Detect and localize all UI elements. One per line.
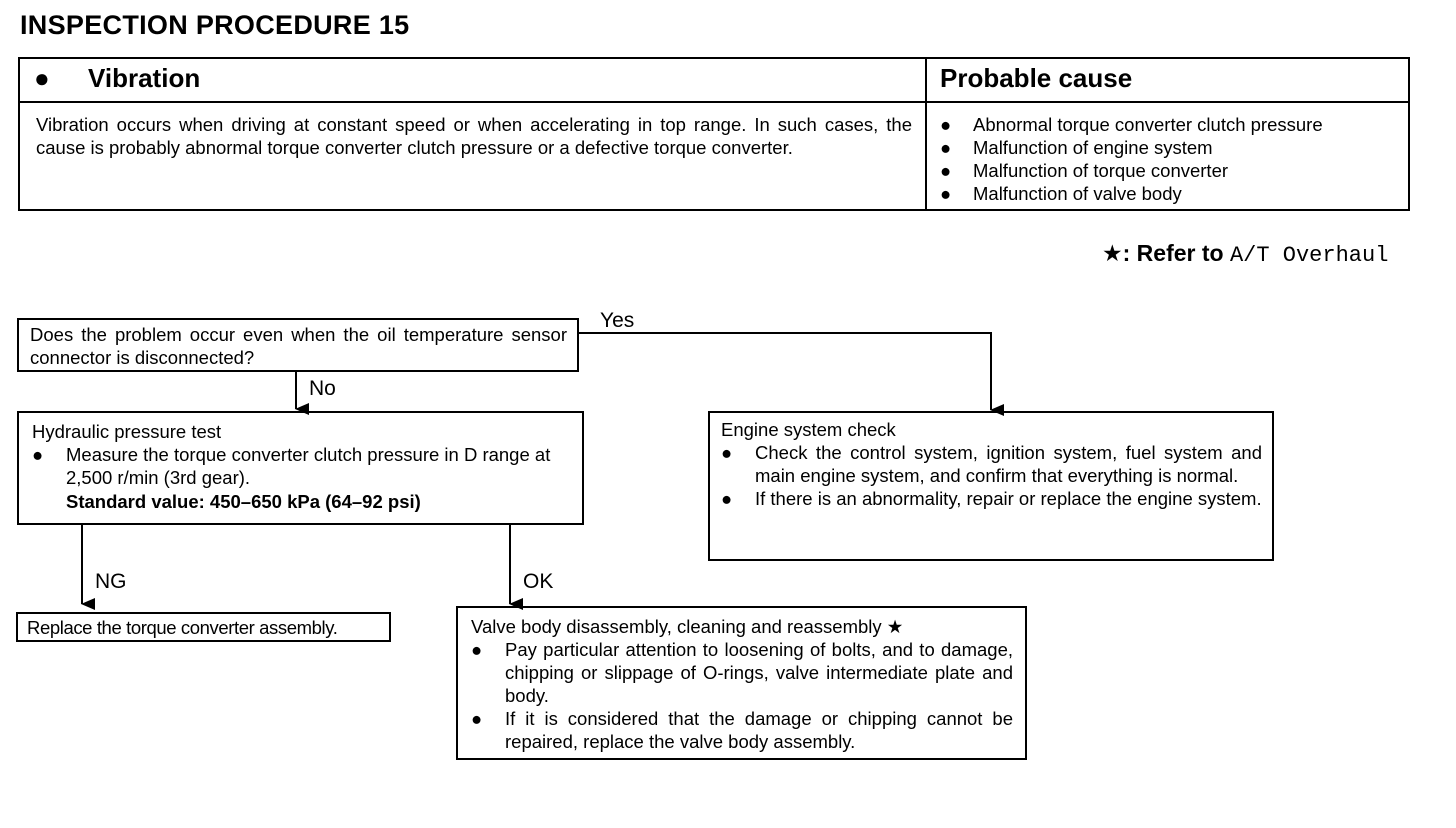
page-title: INSPECTION PROCEDURE 15 <box>20 10 410 40</box>
no-label: No <box>309 377 336 400</box>
bullet-icon: ● <box>940 114 952 135</box>
bullet-icon: ● <box>721 442 733 463</box>
valve-body-box <box>456 606 1027 760</box>
reference-legend: ★: Refer to A/T Overhaul <box>1102 240 1389 268</box>
list-item: ● If there is an abnormality, repair or replace the engine system. <box>721 488 1262 509</box>
bullet-icon: ● <box>940 183 952 204</box>
list-item: ● Malfunction of engine system <box>940 137 1213 158</box>
engine-check-box <box>708 411 1274 561</box>
ng-label: NG <box>95 570 127 593</box>
list-item: ● If it is considered that the damage or chipping cannot be repaired, replace the valve body assembly. <box>471 708 1013 752</box>
question-text: Does the problem occur even when the oil temperature sensor connector is disconnected? <box>30 324 567 368</box>
probable-cause-heading: Probable cause <box>940 63 1133 93</box>
symptom-description: Vibration occurs when driving at constant speed or when accelerating in top range. In such cases, the cause is probably abnormal torque converter clutch pressure or a defective torque converter. <box>36 114 912 158</box>
bullet-icon: ● <box>34 63 50 93</box>
bullet-icon: ● <box>721 488 733 509</box>
hydraulic-test-box <box>17 411 584 525</box>
bullet-icon: ● <box>471 708 483 729</box>
list-item: ● Malfunction of valve body <box>940 183 1182 204</box>
hydraulic-test-title: Hydraulic pressure test <box>32 421 222 442</box>
list-item: ● Abnormal torque converter clutch pressure <box>940 114 1323 135</box>
replace-text: Replace the torque converter assembly. <box>27 617 338 638</box>
bullet-icon: ● <box>471 639 483 660</box>
list-item: ● Measure the torque converter clutch pressure in D range at 2,500 r/min (3rd gear). <box>32 444 551 488</box>
symptom-heading: Vibration <box>88 63 201 93</box>
ok-label: OK <box>523 570 554 593</box>
bullet-icon: ● <box>32 444 44 465</box>
list-item: ● Pay particular attention to loosening of bolts, and to damage, chipping or slippage of O-rings, valve intermediate plate and body. <box>471 639 1013 706</box>
engine-check-title: Engine system check <box>721 419 896 440</box>
valve-body-title: Valve body disassembly, cleaning and reassembly ★ <box>471 616 904 637</box>
list-item: ● Check the control system, ignition system, fuel system and main engine system, and confirm that everything is normal. <box>721 442 1262 486</box>
replace-box <box>16 612 391 642</box>
reference-target: A/T Overhaul <box>1229 243 1389 268</box>
list-item: ● Malfunction of torque converter <box>940 160 1229 181</box>
standard-value: Standard value: 450–650 kPa (64–92 psi) <box>66 491 421 512</box>
bullet-icon: ● <box>940 160 952 181</box>
yes-connector <box>578 333 991 410</box>
star-icon: ★ <box>1102 240 1123 266</box>
bullet-icon: ● <box>940 137 952 158</box>
question-box <box>17 318 579 372</box>
yes-label: Yes <box>600 309 635 332</box>
